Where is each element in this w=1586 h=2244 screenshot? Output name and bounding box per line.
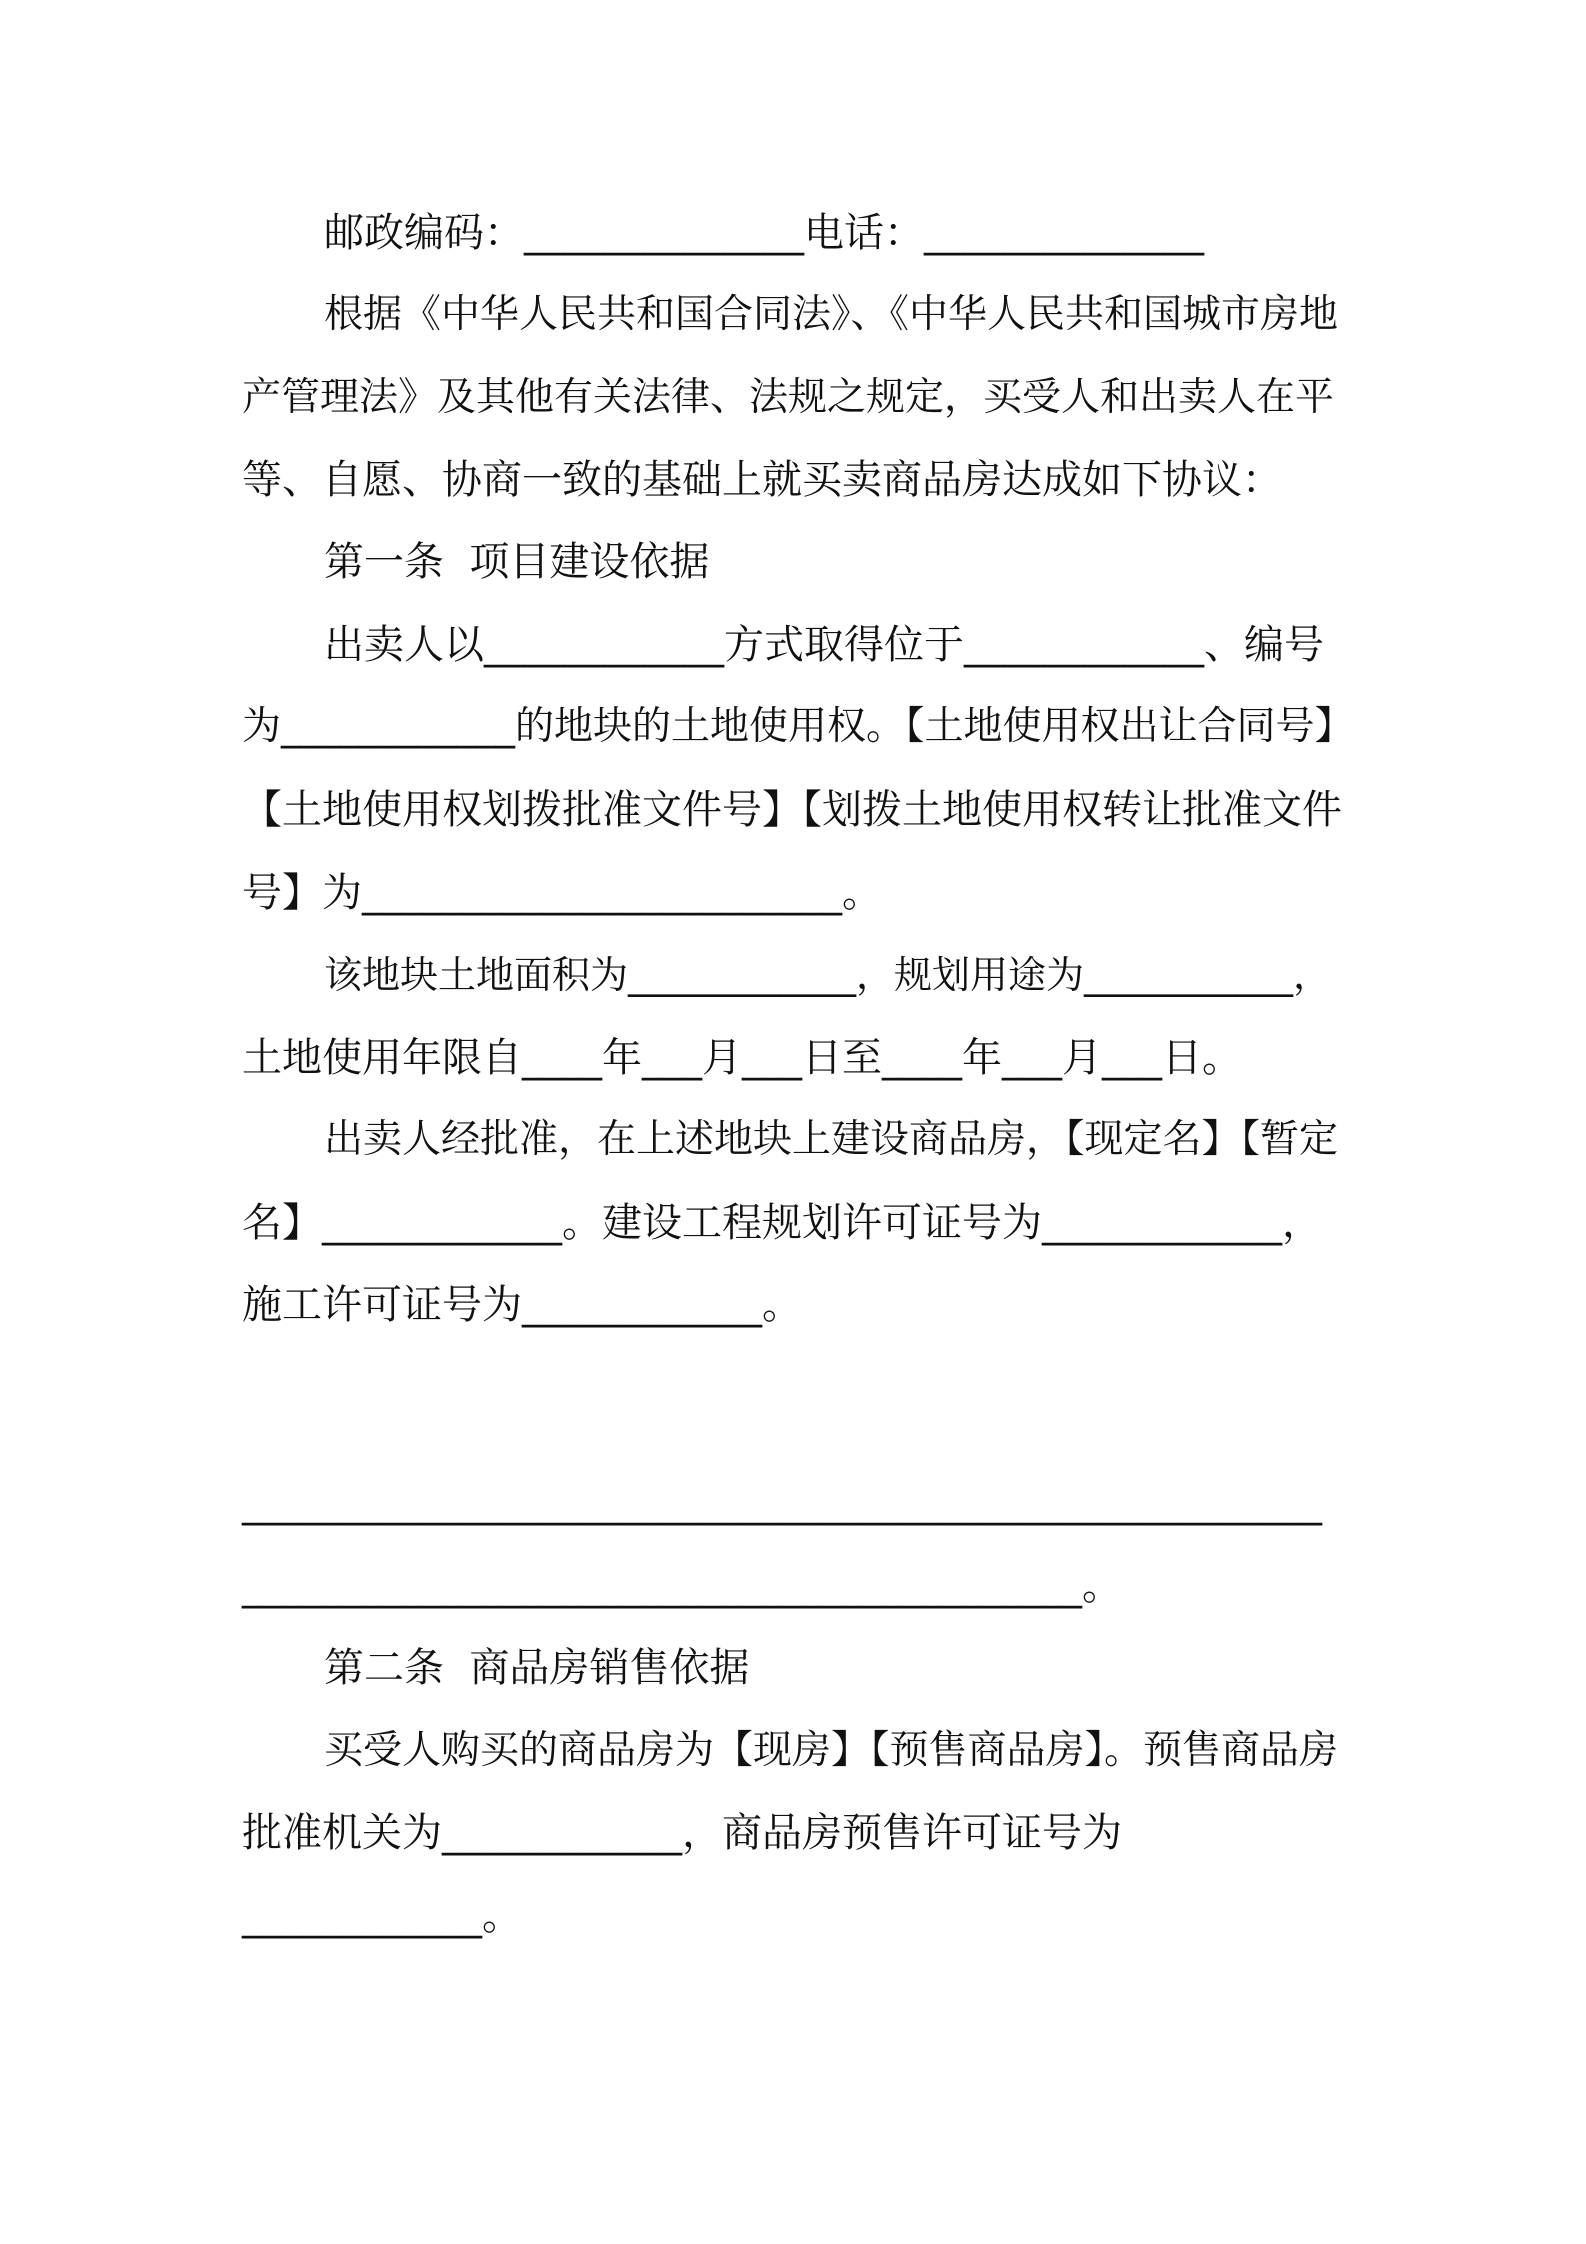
article-2-heading: 第二条 商品房销售依据 bbox=[324, 1645, 750, 1691]
paragraph-line: 根据《中华人民共和国合同法》、《中华人民共和国城市房地 bbox=[324, 292, 1339, 337]
article-1-heading: 第一条 项目建设依据 bbox=[324, 539, 710, 585]
paragraph-line: 该地块土地面积为____________，规划用途为___________， bbox=[324, 953, 1332, 997]
paragraph-line: 为____________的地块的土地使用权。【土地使用权出让合同号】 bbox=[242, 704, 1354, 749]
blank-fill-line: ______________________________________________________ bbox=[242, 1480, 1322, 1526]
paragraph-line: 出卖人经批准，在上述地块上建设商品房，【现定名】【暂定 bbox=[324, 1117, 1339, 1162]
paragraph-line: 名】____________。建设工程规划许可证号为____________， bbox=[242, 1200, 1322, 1246]
paragraph-line: 土地使用年限自____年___月___日至____年___月___日。 bbox=[242, 1035, 1242, 1081]
postcode-phone-line: 邮政编码：______________电话：______________ bbox=[324, 210, 1204, 256]
paragraph-line: 施工许可证号为____________。 bbox=[242, 1282, 802, 1328]
paragraph-line: 等、自愿、协商一致的基础上就买卖商品房达成如下协议： bbox=[242, 457, 1282, 503]
paragraph-line: 号】为________________________。 bbox=[242, 870, 882, 916]
paragraph-line: 批准机关为____________，商品房预售许可证号为 bbox=[242, 1810, 1122, 1856]
paragraph-line: 买受人购买的商品房为【现房】【预售商品房】。预售商品房 bbox=[324, 1728, 1339, 1773]
blank-fill-line: __________________________________________。 bbox=[242, 1563, 1122, 1609]
paragraph-line: 出卖人以____________方式取得位于____________、编号 bbox=[324, 622, 1324, 668]
paragraph-line: 产管理法》及其他有关法律、法规之规定，买受人和出卖人在平 bbox=[242, 375, 1335, 420]
paragraph-line: 【土地使用权划拨批准文件号】【划拨土地使用权转让批准文件 bbox=[242, 787, 1342, 833]
paragraph-line: ____________。 bbox=[242, 1893, 522, 1939]
